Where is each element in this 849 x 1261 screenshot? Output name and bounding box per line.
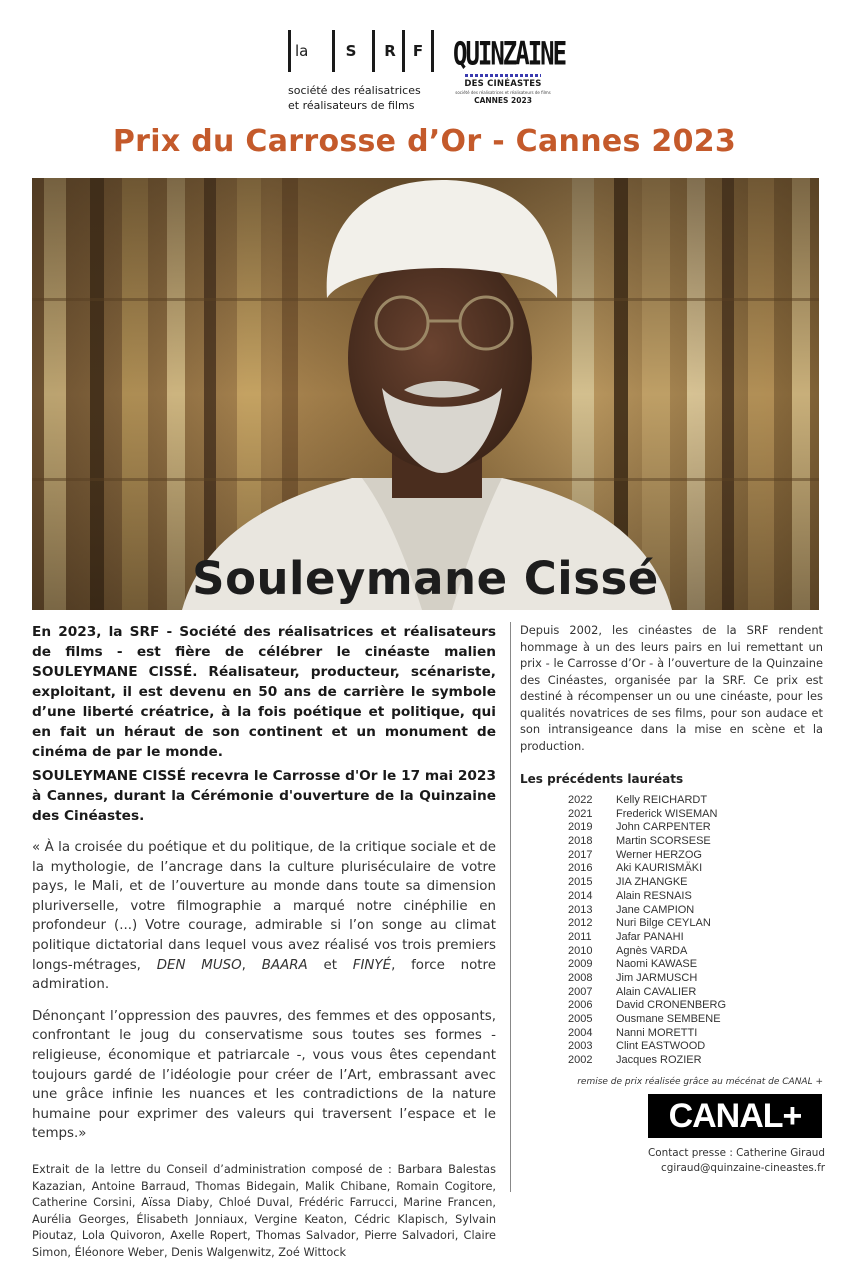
laureate-year: 2018 bbox=[568, 835, 593, 848]
laureate-year: 2006 bbox=[568, 999, 593, 1012]
laureate-row bbox=[520, 999, 823, 1013]
laureate-row bbox=[520, 835, 823, 849]
laureate-year: 2019 bbox=[568, 821, 593, 834]
laureate-year: 2011 bbox=[568, 930, 592, 943]
laureate-year: 2012 bbox=[568, 917, 593, 930]
tribute-paragraph: Depuis 2002, les cinéastes de la SRF rendent hommage à un des leurs pairs en lui remettant un prix - le Carrosse d’Or - à l’ouverture de la Quinzaine des Cinéastes, organisée par la SRF. Ce prix est destiné à récompenser un ou une cinéaste, pour les qualités novatrices de ses films, pour son audace et son intransigeance dans la mise en scène et la production. bbox=[520, 623, 823, 753]
laureate-year: 2002 bbox=[568, 1054, 593, 1067]
laureate-name: Nuri Bilge CEYLAN bbox=[616, 917, 711, 930]
signatories-note: Extrait de la lettre du Conseil d’administration composé de : Barbara Balestas Kazazian, Antoine Barraud, Thomas Bidegain, Malik Chibane, Romain Cogitore, Catherine Corsini, Aïssa Diaby, Chloé Duval, Frédéric Farrucci, Marine Francen, Aurélia Georges, Élisabeth Jonniaux, Vergine Keaton, Cédric Klapisch, Sylvain Pioutaz, Lola Quivoron, Axelle Ropert, Thomas Salvador, Pierre Salvadori, Claire Simon, Éléonore Weber, Denis Walgenwitz, Zoé Wittock bbox=[32, 1162, 496, 1259]
srf-letter-la: la bbox=[288, 30, 329, 72]
laureate-name: Alain RESNAIS bbox=[616, 889, 692, 902]
laureate-row bbox=[520, 986, 823, 1000]
laureate-name: JIA ZHANGKE bbox=[616, 876, 688, 889]
laureate-row bbox=[520, 931, 823, 945]
film-title-finye: FINYÉ bbox=[352, 957, 392, 973]
srf-tagline-line-2: et réalisateurs de films bbox=[288, 99, 415, 112]
laureate-row bbox=[520, 794, 823, 808]
quinzaine-logo-fine-print: société des réalisatrices et réalisateurs de films bbox=[455, 90, 551, 95]
quote-text-end: , force notre admiration. bbox=[32, 957, 496, 993]
column-divider bbox=[510, 622, 511, 1192]
laureate-year: 2021 bbox=[568, 807, 593, 820]
laureate-year: 2017 bbox=[568, 848, 593, 861]
quinzaine-logo bbox=[453, 34, 566, 108]
laureate-year: 2009 bbox=[568, 958, 593, 971]
laureate-name: Naomi KAWASE bbox=[616, 958, 698, 971]
laureate-year: 2013 bbox=[568, 903, 593, 916]
laureate-name: Ousmane SEMBENE bbox=[616, 1013, 721, 1025]
quote-separator-2: et bbox=[307, 957, 353, 973]
laureate-year: 2010 bbox=[568, 944, 593, 957]
laureate-year: 2008 bbox=[568, 971, 593, 984]
laureate-row bbox=[520, 958, 823, 972]
laureate-name: Jafar PANAHI bbox=[616, 930, 684, 943]
page-title: Prix du Carrosse d’Or - Cannes 2023 bbox=[112, 124, 737, 159]
laureate-name: Jim JARMUSCH bbox=[616, 971, 698, 984]
portrait-illustration bbox=[32, 178, 819, 610]
intro-paragraph-1: En 2023, la SRF - Société des réalisatrices et réalisateurs de films - est fière de célébrer le cinéaste malien SOULEYMANE CISSÉ. Réalisateur, producteur, scénariste, exploitant, il est devenu en 50 ans de carrière le symbole d’une liberté créatrice, à la fois poétique et politique, qui en fait un héraut de son continent et un monument de cinéma de par le monde. bbox=[32, 624, 496, 760]
laureate-name: Agnès VARDA bbox=[616, 944, 688, 957]
laureate-row bbox=[520, 904, 823, 918]
quinzaine-logo-stripes bbox=[465, 74, 541, 77]
laureate-row bbox=[520, 849, 823, 863]
portrait-photo bbox=[32, 178, 819, 610]
laureate-name: Aki KAURISMÄKI bbox=[616, 862, 703, 875]
laureate-year: 2007 bbox=[568, 985, 593, 998]
quote-paragraph-1 bbox=[32, 838, 496, 995]
laureate-row bbox=[520, 1027, 823, 1041]
srf-logo bbox=[288, 30, 428, 115]
laureate-row bbox=[520, 1054, 823, 1068]
canal-plus-logo: CANAL+ bbox=[648, 1094, 822, 1138]
laureate-row bbox=[520, 862, 823, 876]
laureate-name: Clint EASTWOOD bbox=[616, 1040, 706, 1053]
press-contact bbox=[520, 1146, 825, 1176]
quote-text-start: « À la croisée du poétique et du politique, de la critique sociale et de la mythologie, de l’ancrage dans la culture pluriséculaire de votre pays, le Mali, et de l’ouverture au monde dans toute sa dimension pluriverselle, votre filmographie a marqué notre cinéphilie en profondeur (...) Votre courage, admirable si l’on songe au climat politique dictatorial dans lequel vous avez réalisé vos trois premiers longs-métrages, bbox=[32, 840, 496, 973]
laureate-name: David CRONENBERG bbox=[616, 999, 727, 1012]
film-title-baara: BAARA bbox=[261, 957, 308, 973]
press-contact-line: Contact presse : Catherine Giraud bbox=[648, 1147, 825, 1159]
laureate-name: Alain CAVALIER bbox=[616, 985, 697, 998]
press-email-link[interactable]: cgiraud@quinzaine-cineastes.fr bbox=[661, 1162, 825, 1174]
quinzaine-logo-subtitle: DES CINÉASTES bbox=[464, 79, 542, 89]
laureate-row bbox=[520, 821, 823, 835]
laureate-row bbox=[520, 890, 823, 904]
laureate-row bbox=[520, 876, 823, 890]
laureate-name: Jane CAMPION bbox=[616, 903, 695, 916]
laureate-year: 2022 bbox=[568, 794, 593, 806]
quote-separator-1: , bbox=[241, 957, 262, 973]
sponsor-note: remise de prix réalisée grâce au mécénat de CANAL + bbox=[577, 1077, 823, 1087]
laureate-row bbox=[520, 945, 823, 959]
srf-letter-r: R bbox=[372, 30, 405, 72]
laureate-name: Frederick WISEMAN bbox=[616, 807, 718, 820]
laureate-name: Nanni MORETTI bbox=[616, 1026, 698, 1039]
laureate-row bbox=[520, 808, 823, 822]
laureate-row bbox=[520, 917, 823, 931]
laureate-name: Martin SCORSESE bbox=[616, 835, 711, 848]
laureate-year: 2014 bbox=[568, 889, 593, 902]
portrait-caption: Souleymane Cissé bbox=[192, 552, 659, 605]
laureates-list bbox=[520, 794, 823, 1068]
laureate-year: 2003 bbox=[568, 1040, 593, 1053]
laureates-heading: Les précédents lauréats bbox=[520, 772, 684, 786]
film-title-den-muso: DEN MUSO bbox=[156, 957, 242, 973]
quote-paragraph-2: Dénonçant l’oppression des pauvres, des femmes et des opposants, confrontant le joug du conservatisme sous toutes ses formes - religieuse, économique et patriarcale -, vous vous êtes cependant toujours gardé de l’idéologie pour créer de l’Art, embrassant avec une grâce infinie les nuances et les contradictions de la nature humaine pour exprimer des valeurs qui traversent l’espace et le temps.» bbox=[32, 1008, 496, 1142]
laureate-row bbox=[520, 972, 823, 986]
laureate-name: Jacques ROZIER bbox=[616, 1054, 702, 1067]
laureate-row bbox=[520, 1040, 823, 1054]
main-text-column bbox=[32, 622, 496, 1261]
side-column bbox=[520, 622, 823, 1068]
intro-paragraph-2: SOULEYMANE CISSÉ recevra le Carrosse d'Or le 17 mai 2023 à Cannes, durant la Cérémonie d'ouverture de la Quinzaine des Cinéastes. bbox=[32, 768, 496, 824]
quinzaine-logo-event: CANNES 2023 bbox=[474, 96, 532, 105]
laureate-year: 2015 bbox=[568, 876, 593, 889]
laureate-year: 2004 bbox=[568, 1026, 593, 1039]
laureate-year: 2005 bbox=[568, 1013, 593, 1025]
srf-tagline-line-1: société des réalisatrices bbox=[288, 84, 421, 97]
laureate-name: Kelly REICHARDT bbox=[616, 794, 708, 806]
laureate-year: 2016 bbox=[568, 862, 593, 875]
quinzaine-logo-word: QUINZAINE bbox=[453, 34, 566, 73]
laureate-row bbox=[520, 1013, 823, 1027]
srf-letter-f: F bbox=[402, 30, 434, 72]
srf-letter-s: S bbox=[332, 30, 367, 72]
laureate-name: John CARPENTER bbox=[616, 821, 711, 834]
laureate-name: Werner HERZOG bbox=[616, 848, 702, 861]
